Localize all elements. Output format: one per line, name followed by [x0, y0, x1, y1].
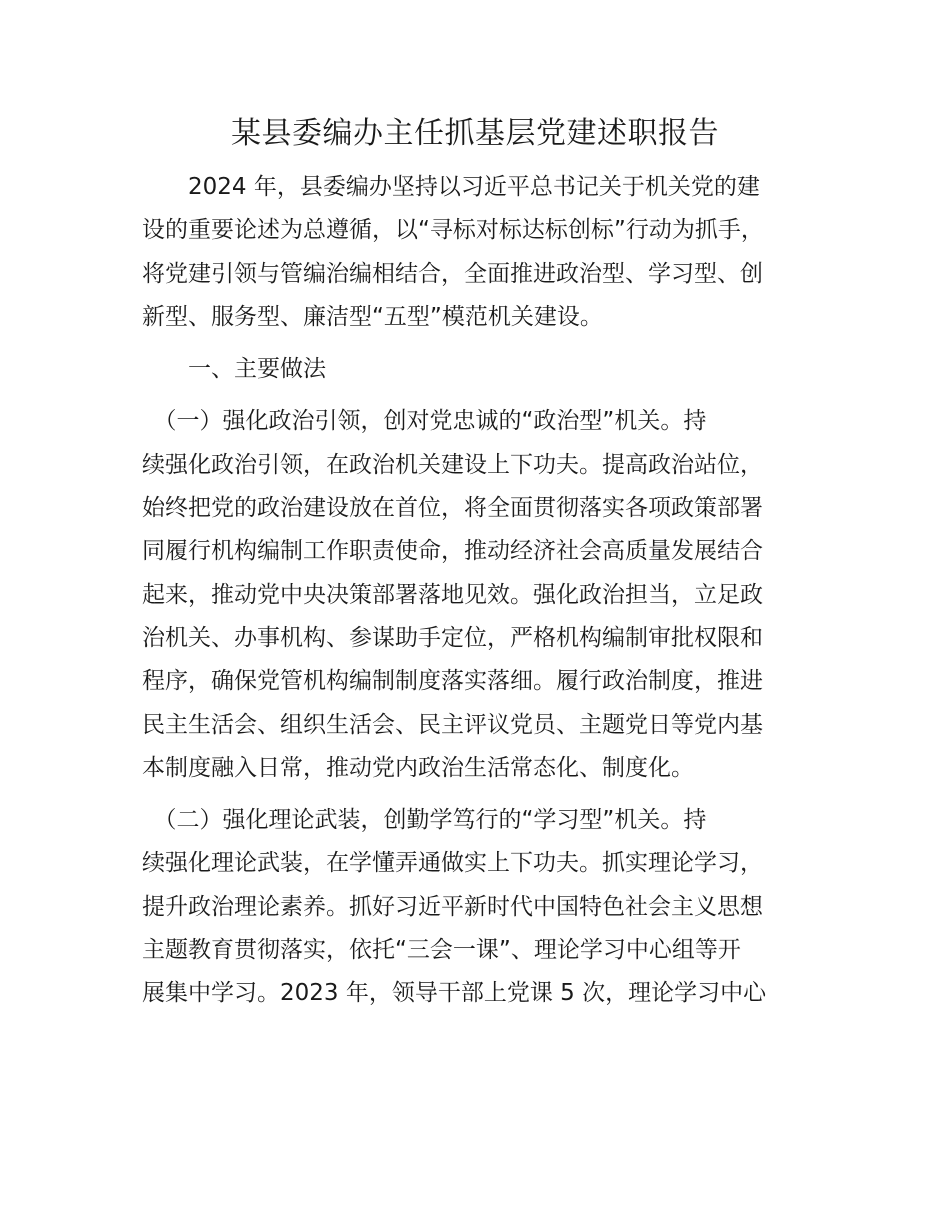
text-line: 本制度融入日常，推动党内政治生活常态化、制度化。	[142, 754, 694, 781]
text-line: 设的重要论述为总遵循，以“寻标对标达标创标”行动为抓手，	[142, 217, 764, 244]
text-line: 续强化政治引领，在政治机关建设上下功夫。提高政治站位，	[142, 451, 763, 478]
text-line: 续强化理论武装，在学懂弄通做实上下功夫。抓实理论学习，	[142, 850, 763, 877]
text-line: 新型、服务型、廉洁型“五型”模范机关建设。	[142, 303, 603, 330]
text-line: 展集中学习。2023 年，领导干部上党课 5 次，理论学习中心	[142, 980, 767, 1007]
text-line: 将党建引领与管编治编相结合，全面推进政治型、学习型、创	[142, 260, 763, 287]
text-line: （二）强化理论武装，创勤学笃行的“学习型”机关。持	[142, 807, 707, 834]
document-title: 某县委编办主任抓基层党建述职报告	[231, 116, 719, 151]
text-line: 提升政治理论素养。抓好习近平新时代中国特色社会主义思想	[142, 893, 763, 920]
text-line: 起来，推动党中央决策部署落地见效。强化政治担当，立足政	[142, 581, 763, 608]
text-line: （一）强化政治引领，创对党忠诚的“政治型”机关。持	[142, 408, 707, 435]
text-line: 程序，确保党管机构编制制度落实落细。履行政治制度，推进	[142, 668, 763, 695]
text-line: 2024 年，县委编办坚持以习近平总书记关于机关党的建	[142, 174, 760, 200]
text-line: 始终把党的政治建设放在首位，将全面贯彻落实各项政策部署	[142, 495, 763, 522]
text-line: 同履行机构编制工作职责使命，推动经济社会高质量发展结合	[142, 538, 763, 565]
text-line: 治机关、办事机构、参谋助手定位，严格机构编制审批权限和	[142, 624, 763, 651]
section-heading: 一、主要做法	[142, 356, 326, 383]
text-line: 民主生活会、组织生活会、民主评议党员、主题党日等党内基	[142, 711, 763, 738]
text-line: 主题教育贯彻落实，依托“三会一课”、理论学习中心组等开	[142, 937, 741, 964]
document-body	[142, 166, 822, 1016]
